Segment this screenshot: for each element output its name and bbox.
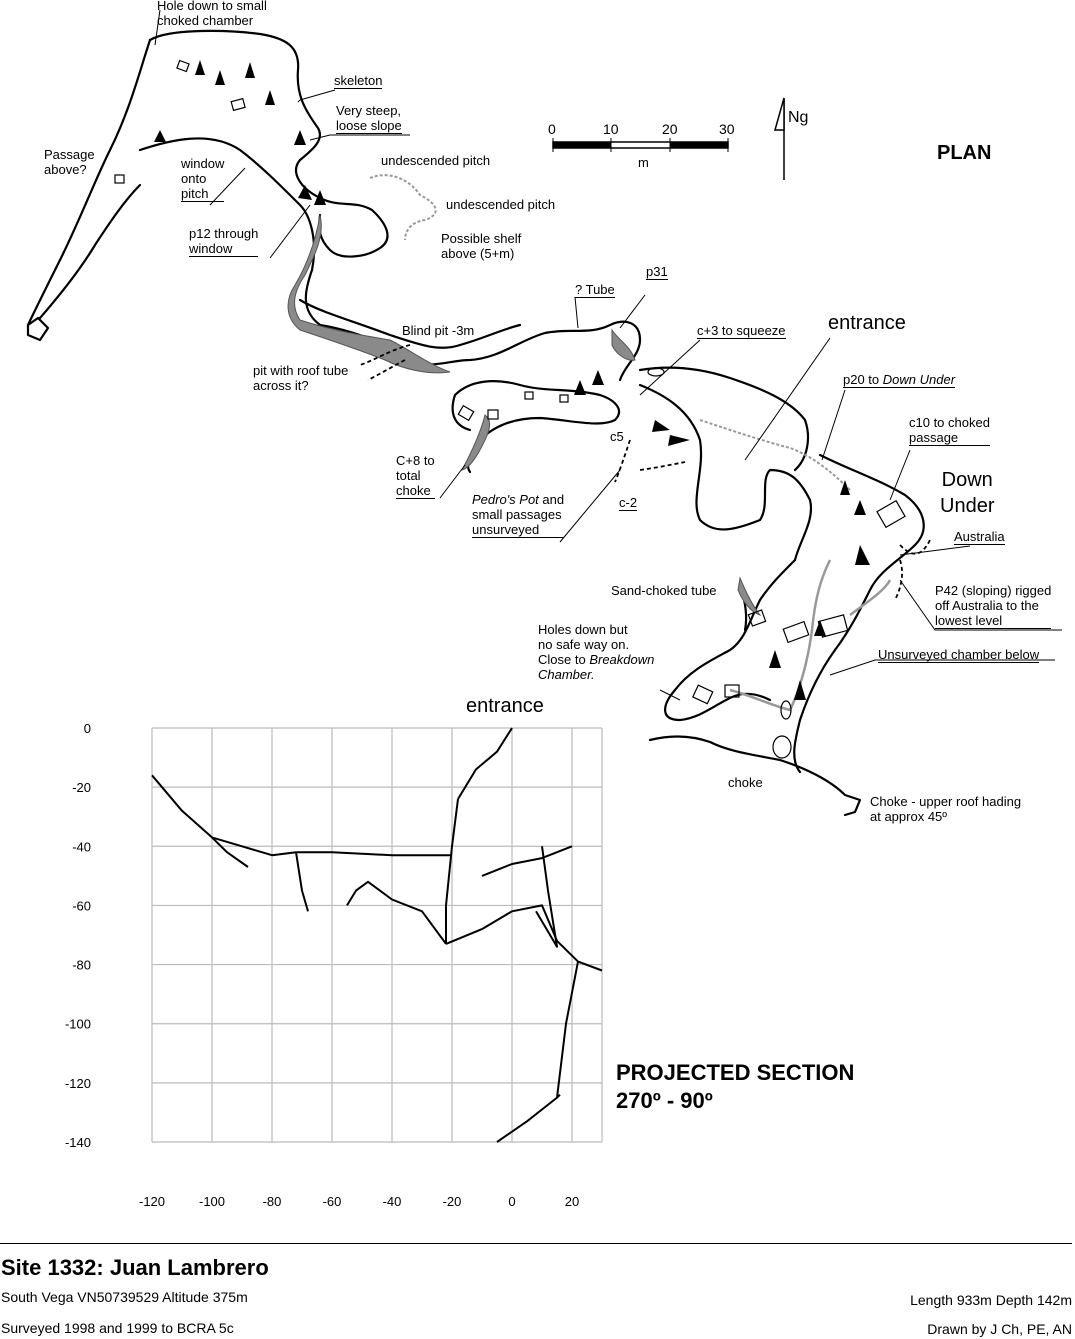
label-holes-down-text: Holes down but no safe way on. Close to (538, 622, 630, 667)
label-window-pitch: window onto pitch (181, 156, 225, 201)
scale-tick-0: 0 (548, 121, 556, 137)
label-unsurveyed-chamber: Unsurveyed chamber below (878, 647, 1040, 662)
north-label: Ng (788, 109, 809, 126)
scale-tick-10: 10 (603, 121, 619, 137)
section-survey-leg-7 (482, 846, 572, 876)
label-c10: c10 to choked passage (909, 415, 990, 445)
label-australia: Australia (954, 529, 1005, 544)
x-tick-label: -40 (382, 1194, 402, 1209)
x-tick-label: 0 (508, 1194, 516, 1209)
footer-rule (0, 1243, 1072, 1244)
survey-info: Surveyed 1998 and 1999 to BCRA 5c (1, 1320, 234, 1336)
section-survey-leg-0 (458, 728, 512, 799)
label-possible-shelf: Possible shelf above (5+m) (441, 231, 522, 261)
label-pedros-text: and small passages unsurveyed (472, 492, 565, 537)
label-sand-tube: Sand-choked tube (611, 583, 717, 598)
y-tick-label: -60 (72, 898, 91, 914)
section-survey-leg-8 (536, 846, 557, 947)
label-blind-pit: Blind pit -3m (402, 323, 475, 338)
label-hole-down: Hole down to small choked chamber (157, 0, 267, 28)
site-location: South Vega VN50739529 Altitude 375m (1, 1289, 248, 1305)
y-tick-label: -100 (64, 1016, 91, 1032)
section-bearing: 270º - 90º (616, 1088, 713, 1113)
y-tick-label: -140 (64, 1135, 91, 1150)
section-survey-leg-10 (497, 1098, 557, 1142)
x-tick-label: -100 (198, 1194, 226, 1209)
y-tick-label: 0 (83, 721, 91, 736)
label-tube: ? Tube (575, 282, 615, 297)
x-tick-label: -20 (442, 1194, 462, 1209)
scale-tick-20: 20 (662, 121, 678, 137)
y-tick-label: -120 (64, 1075, 91, 1091)
y-tick-label: -20 (72, 780, 91, 796)
section-survey-leg-5 (347, 882, 446, 944)
label-c2: c-2 (619, 495, 638, 510)
plan-title: PLAN (937, 142, 992, 164)
scale-tick-30: 30 (719, 121, 735, 137)
label-p12-window: p12 through window (189, 226, 259, 256)
label-p20-italic: Down Under (882, 372, 956, 387)
label-undescended-pitch-1: undescended pitch (381, 153, 491, 168)
y-tick-label: -80 (72, 957, 91, 973)
label-breakdown-italic: Breakdown Chamber. (538, 652, 655, 682)
label-passage-above: Passage above? (44, 147, 95, 177)
label-roof-tube: pit with roof tube across it? (253, 363, 349, 393)
scale-unit: m (638, 155, 649, 170)
x-tick-label: -120 (138, 1194, 166, 1209)
down-under-label: Down Under (940, 469, 995, 517)
section-survey-leg-4 (296, 852, 308, 911)
x-tick-label: -60 (322, 1194, 342, 1209)
label-skeleton: skeleton (334, 73, 383, 88)
label-p20-text: p20 to (843, 372, 883, 387)
plan-entrance-label: entrance (828, 312, 906, 334)
x-tick-label: -80 (262, 1194, 282, 1209)
drawn-by: Drawn by J Ch, PE, AN (927, 1321, 1072, 1337)
section-entrance-label: entrance (466, 695, 544, 717)
y-tick-label: -40 (72, 839, 91, 855)
label-choke: choke (728, 775, 763, 790)
label-c5: c5 (610, 429, 624, 444)
site-title: Site 1332: Juan Lambrero (1, 1255, 269, 1280)
section-survey-leg-9 (557, 962, 578, 1098)
label-undescended-pitch-2: undescended pitch (446, 197, 556, 212)
label-steep-slope: Very steep, loose slope (336, 103, 402, 133)
label-p42: P42 (sloping) rigged off Australia to the lowest level (935, 583, 1052, 628)
cave-dimensions: Length 933m Depth 142m (910, 1292, 1072, 1308)
x-tick-label: 20 (564, 1194, 580, 1209)
label-choke-roof: Choke - upper roof hading at approx 45º (870, 794, 1022, 824)
label-pedros-italic: Pedro's Pot (472, 492, 539, 507)
section-survey-leg-6 (446, 905, 602, 970)
label-p31: p31 (646, 264, 668, 279)
label-c3-squeeze: c+3 to squeeze (697, 323, 786, 338)
label-c8: C+8 to total choke (396, 453, 435, 498)
section-title: PROJECTED SECTION (616, 1060, 855, 1085)
